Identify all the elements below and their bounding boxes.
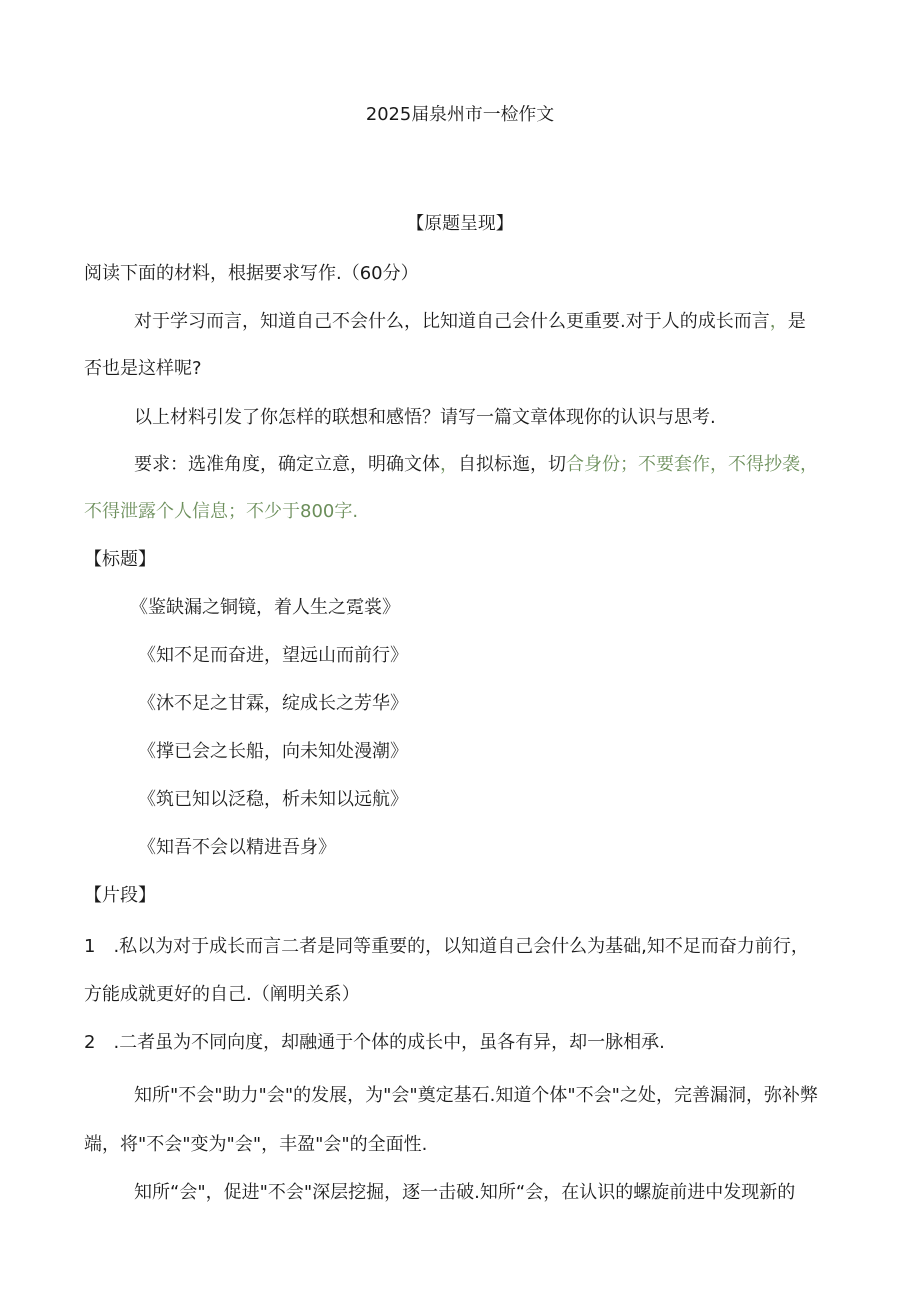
- material-text-end: 是: [787, 311, 806, 332]
- material-text: 对于学习而言，知道自己不会什么，比知道自己会什么更重要.对于人的成长而言: [134, 311, 770, 332]
- section-heading-prompt: 【原题呈现】: [406, 213, 514, 234]
- req-text-d: ；不要套作: [620, 454, 710, 475]
- section-heading-fragments: 【片段】: [84, 885, 156, 906]
- req-text-c: 合身份: [566, 454, 620, 475]
- title-item: 《知吾不会以精进吾身》: [138, 837, 336, 858]
- req-comma: ，: [440, 454, 458, 475]
- fragment-1-line-1: 1 .私以为对于成长而言二者是同等重要的，以知道自己会什么为基础,知不足而奋力前行，: [84, 936, 809, 957]
- title-item: 《知不足而奋进，望远山而前行》: [138, 645, 408, 666]
- req-text-e: ，不得抄袭，: [710, 454, 818, 475]
- title-item: 《鉴缺漏之铜镜，着人生之霓裳》: [130, 597, 400, 618]
- fragment-4-line-1: 知所“会"，促进"不会"深层挖掘，逐一击破.知所“会，在认识的螺旋前进中发现新的: [134, 1182, 796, 1203]
- title-item: 《撑已会之长船，向未知处漫潮》: [138, 741, 408, 762]
- requirement-line-1: [134, 453, 818, 477]
- prompt-instruction: 阅读下面的材料，根据要求写作.（60分）: [84, 263, 419, 284]
- material-line-2: 否也是这样呢?: [84, 358, 202, 379]
- fragment-1-line-2: 方能成就更好的自己.（阐明关系）: [84, 984, 360, 1005]
- fragment-3-line-1: 知所"不会"助力"会"的发展，为"会"奠定基石.知道个体"不会"之处，完善漏洞，弥补弊: [134, 1085, 818, 1106]
- fragment-3-line-2: 端，将"不会"变为"会"，丰盈"会"的全面性.: [84, 1134, 428, 1155]
- req-text-a: 要求：选准角度，确定立意，明确文体: [134, 454, 440, 475]
- material-comma: ，: [769, 311, 788, 332]
- title-item: 《筑已知以泛稳，析未知以远航》: [138, 789, 408, 810]
- fragment-2-line-1: 2 .二者虽为不同向度，却融通于个体的成长中，虽各有异，却一脉相承.: [84, 1032, 665, 1053]
- requirement-line-2: 不得泄露个人信息；不少于800字.: [84, 501, 359, 522]
- material-line-1: [134, 310, 806, 334]
- req-text-b: 自拟标迤，切: [458, 454, 566, 475]
- material-line-3: 以上材料引发了你怎样的联想和感悟？请写一篇文章体现你的认识与思考.: [134, 407, 716, 428]
- title-item: 《沐不足之甘霖，绽成长之芳华》: [138, 693, 408, 714]
- document-title: 2025届泉州市一检作文: [365, 104, 555, 125]
- section-heading-titles: 【标题】: [84, 549, 156, 570]
